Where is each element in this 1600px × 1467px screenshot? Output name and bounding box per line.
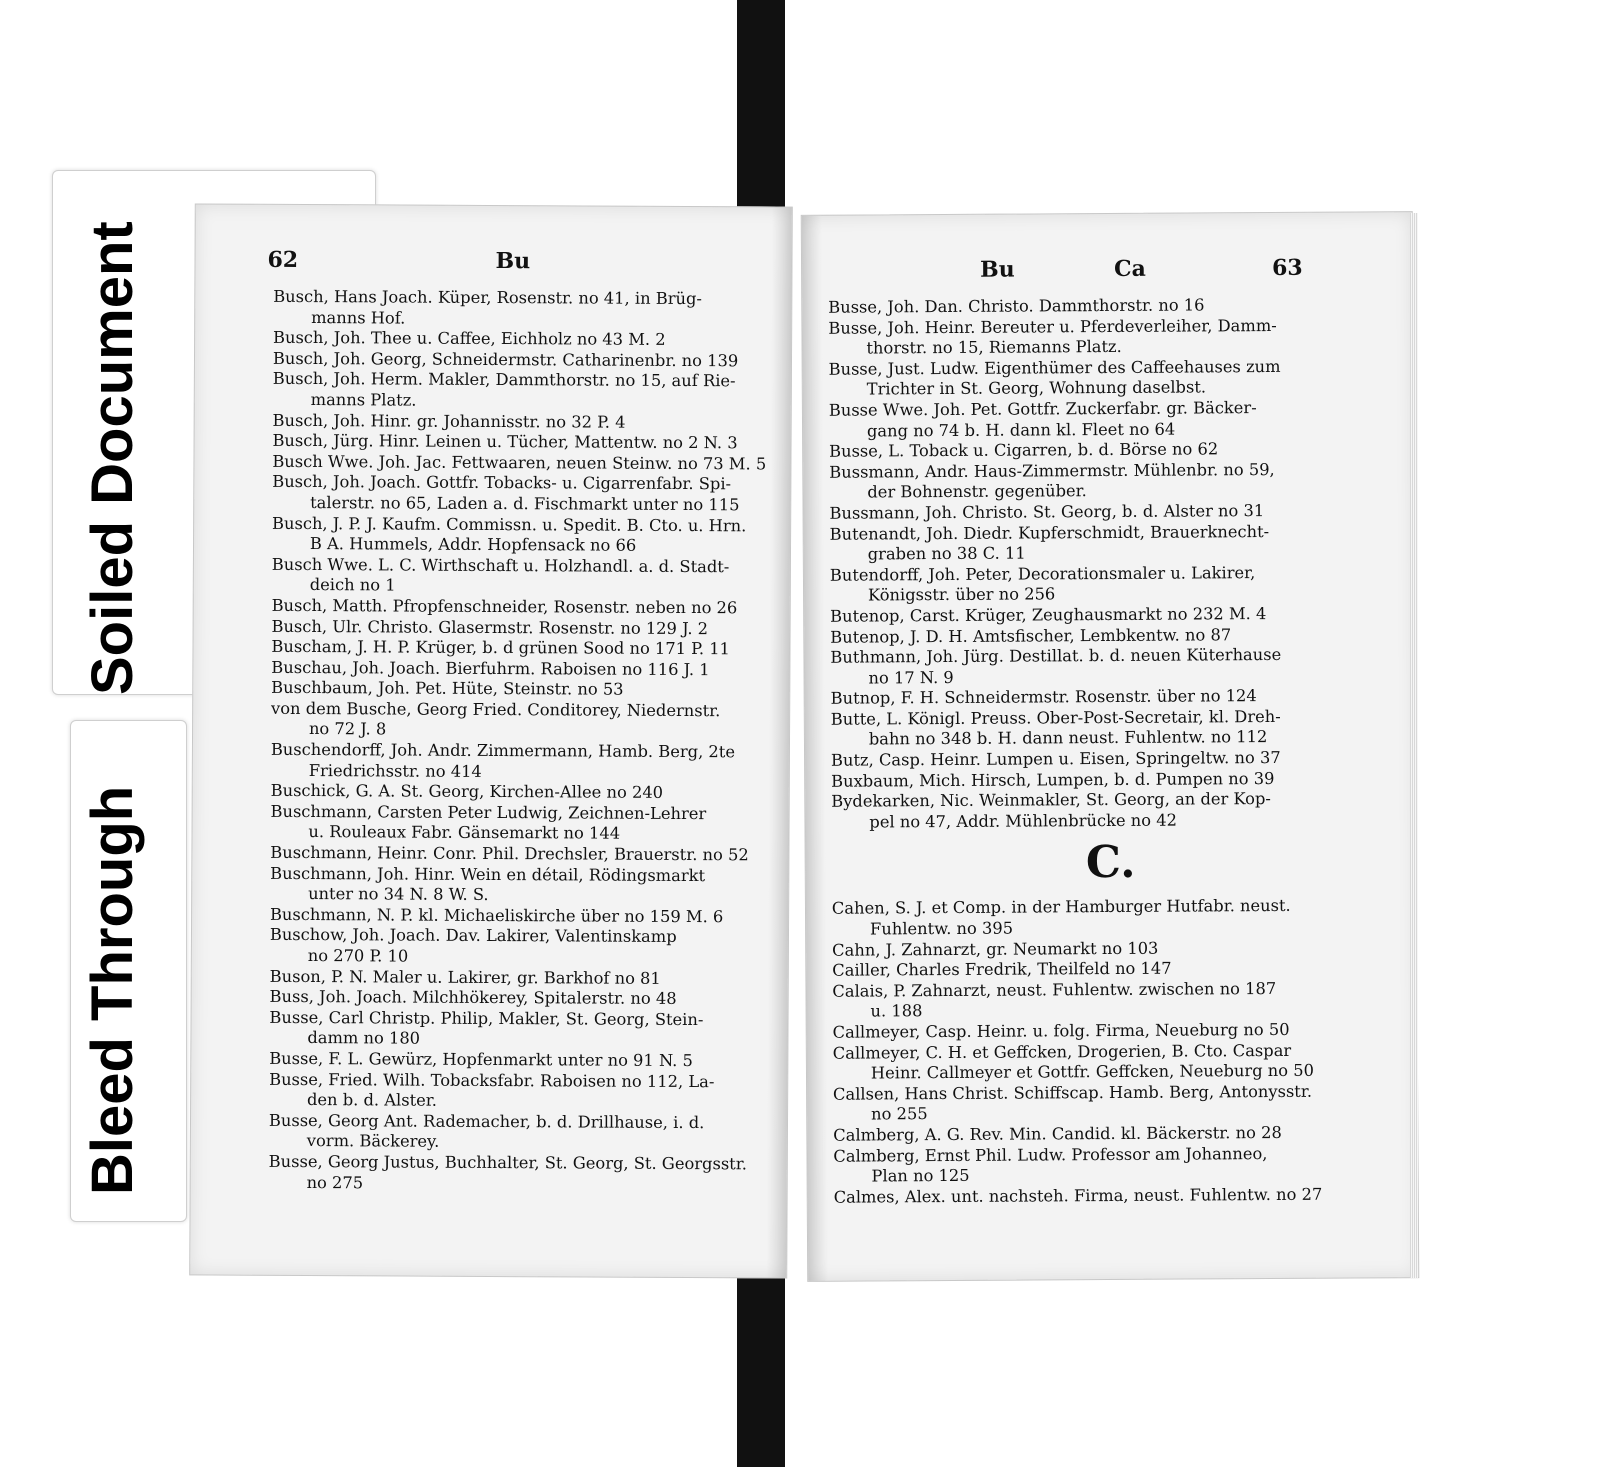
directory-entry (273, 431, 767, 454)
directory-entry (270, 905, 764, 928)
directory-entry (273, 369, 767, 413)
right-page-heading-ca: Ca (1114, 255, 1146, 282)
directory-entry (269, 1069, 763, 1113)
entry-line: Calmberg, Ernst Phil. Ludw. Professor am Johanneo, (833, 1143, 1268, 1166)
entry-line: Buschmann, Heinr. Conr. Phil. Drechsler, Brauerstr. no 52 (270, 842, 749, 865)
entry-line: Buschendorff, Joh. Andr. Zimmermann, Hamb. Berg, 2te (270, 739, 736, 762)
directory-entry (269, 1111, 763, 1155)
entry-line: Busch, Joh. Thee u. Caffee, Eichholz no 43 M. 2 (272, 328, 666, 350)
section-letter-c: C. (1085, 837, 1136, 889)
entry-line: Callsen, Hans Christ. Schiffscap. Hamb. Berg, Antonysstr. (832, 1081, 1313, 1104)
entry-line: Callmeyer, Casp. Heinr. u. folg. Firma, Neueburg no 50 (832, 1019, 1290, 1042)
directory-entry (269, 1049, 763, 1072)
entry-line: Busse, L. Toback u. Cigarren, b. d. Börse no 62 (829, 439, 1219, 461)
entry-line: Butte, L. Königl. Preuss. Ober-Post-Secretair, kl. Dreh- (830, 706, 1281, 729)
entry-continuation: no 255 (871, 1104, 928, 1124)
directory-entry (830, 644, 1388, 689)
entry-line: Buschow, Joh. Joach. Dav. Lakirer, Valentinskamp (269, 925, 677, 947)
directory-entry (271, 658, 765, 681)
entry-line: Busch, J. P. J. Kaufm. Commissn. u. Spedit. B. Cto. u. Hrn. (271, 513, 747, 535)
entry-line: Buschau, Joh. Joach. Bierfuhrm. Raboisen no 116 J. 1 (271, 657, 710, 679)
entry-continuation: no 17 N. 9 (868, 667, 954, 688)
left-entry-list (269, 287, 768, 1196)
entry-line: Bussmann, Joh. Christo. St. Georg, b. d. Alster no 31 (829, 500, 1265, 523)
directory-entry (832, 978, 1390, 1023)
entry-line: Buxbaum, Mich. Hirsch, Lumpen, b. d. Pumpen no 39 (831, 768, 1275, 791)
entry-continuation: der Bohnenstr. gegenüber. (867, 481, 1087, 502)
directory-entry (830, 521, 1388, 566)
entry-line: Butenop, J. D. H. Amtsfischer, Lembkentw. no 87 (830, 624, 1232, 647)
directory-entry (829, 397, 1387, 442)
entry-line: Bussmann, Andr. Haus-Zimmermstr. Mühlenbr. no 59, (829, 459, 1275, 482)
directory-entry (829, 459, 1387, 504)
directory-entry (830, 562, 1388, 607)
right-page-number: 63 (1272, 254, 1303, 282)
entry-line: von dem Busche, Georg Fried. Conditorey, Niedernstr. (271, 698, 721, 721)
right-page (801, 211, 1420, 1282)
directory-entry (269, 1152, 763, 1196)
entry-line: Busch, Hans Joach. Küper, Rosenstr. no 41, in Brüg- (273, 286, 702, 309)
entry-line: Busch Wwe. Joh. Jac. Fettwaaren, neuen Steinw. no 73 M. 5 (272, 451, 767, 474)
entry-continuation: graben no 38 C. 11 (867, 543, 1026, 564)
directory-entry (271, 637, 765, 660)
directory-entry (833, 1143, 1391, 1188)
entry-line: Busse, Fried. Wilh. Tobacksfabr. Raboisen no 112, La- (269, 1069, 715, 1091)
entry-line: Buschmann, Carsten Peter Ludwig, Zeichnen-Lehrer (270, 801, 707, 823)
entry-line: Busch, Joh. Georg, Schneidermstr. Catharinenbr. no 139 (272, 348, 739, 371)
directory-entry (270, 802, 764, 846)
directory-entry (832, 896, 1390, 941)
entry-continuation: deich no 1 (309, 575, 396, 595)
entry-line: Calais, P. Zahnarzt, neust. Fuhlentw. zwischen no 187 (832, 978, 1277, 1001)
entry-line: Busse, Just. Ludw. Eigenthümer des Caffeehauses zum (828, 356, 1281, 379)
entry-continuation: no 275 (306, 1172, 364, 1192)
entry-continuation: thorstr. no 15, Riemanns Platz. (866, 337, 1122, 358)
directory-entry (273, 328, 767, 351)
directory-entry (270, 843, 764, 866)
entry-continuation: Königsstr. über no 256 (867, 584, 1056, 605)
left-page-number: 62 (267, 246, 299, 273)
directory-entry (273, 349, 767, 372)
left-page (189, 203, 793, 1278)
entry-continuation: B A. Hummels, Addr. Hopfensack no 66 (309, 534, 637, 555)
left-page-header (267, 246, 761, 290)
entry-line: Butnop, F. H. Schneidermstr. Rosenstr. über no 124 (830, 686, 1257, 708)
directory-entry (273, 410, 767, 433)
entry-line: Buscham, J. H. P. Krüger, b. d grünen Sood no 171 P. 11 (271, 636, 730, 659)
entry-continuation: Plan no 125 (871, 1166, 970, 1186)
entry-line: Butz, Casp. Heinr. Lumpen u. Eisen, Springeltw. no 37 (830, 748, 1281, 770)
entry-line: Cahn, J. Zahnarzt, gr. Neumarkt no 103 (832, 938, 1159, 960)
entry-line: Busch, Ulr. Christo. Glasermstr. Rosenstr. no 129 J. 2 (271, 616, 709, 638)
entry-line: Busse, Joh. Dan. Christo. Dammthorstr. no 16 (828, 295, 1205, 317)
entry-continuation: bahn no 348 b. H. dann neust. Fuhlentw. no 112 (868, 727, 1268, 749)
directory-entry (272, 452, 766, 475)
directory-entry (270, 966, 764, 989)
entry-line: Buson, P. N. Maler u. Lakirer, gr. Barkhof no 81 (269, 966, 661, 988)
entry-line: Busse, Georg Ant. Rademacher, b. d. Drillhause, i. d. (268, 1110, 705, 1132)
directory-entry (831, 706, 1389, 751)
directory-entry (270, 925, 764, 969)
directory-entry (271, 699, 765, 743)
entry-line: Busch, Matth. Pfropfenschneider, Rosenstr. neben no 26 (271, 595, 738, 618)
entry-line: Busch, Joh. Joach. Gottfr. Tobacks- u. Cigarrenfabr. Spi- (272, 472, 732, 494)
directory-entry (833, 1081, 1391, 1126)
entry-line: Cahen, S. J. et Comp. in der Hamburger Hutfabr. neust. (831, 896, 1291, 919)
directory-entry (272, 616, 766, 639)
entry-continuation: pel no 47, Addr. Mühlenbrücke no 42 (869, 810, 1177, 832)
entry-continuation: Heinr. Callmeyer et Gottfr. Geffcken, Neueburg no 50 (870, 1060, 1315, 1083)
entry-line: Buschick, G. A. St. Georg, Kirchen-Allee no 240 (270, 781, 664, 803)
entry-continuation: den b. d. Alster. (306, 1090, 438, 1110)
entry-line: Busch, Jürg. Hinr. Leinen u. Tücher, Mattentw. no 2 N. 3 (272, 431, 738, 453)
entry-line: Buschmann, N. P. kl. Michaeliskirche über no 159 M. 6 (269, 904, 724, 927)
entry-line: Buthmann, Joh. Jürg. Destillat. b. d. neuen Küterhause (830, 645, 1282, 667)
directory-entry (272, 513, 766, 557)
entry-continuation: manns Platz. (310, 390, 417, 410)
entry-continuation: u. 188 (870, 1001, 923, 1021)
entry-continuation: no 72 J. 8 (308, 719, 387, 739)
directory-entry (829, 356, 1387, 401)
right-page-header (882, 254, 1382, 297)
left-page-heading: Bu (495, 248, 531, 275)
right-entry-list-bu (828, 294, 1389, 833)
directory-entry (272, 596, 766, 619)
page-edge (1410, 213, 1418, 1278)
entry-continuation: damm no 180 (307, 1028, 421, 1049)
right-page-heading-bu: Bu (980, 256, 1015, 283)
entry-line: Busse Wwe. Joh. Pet. Gottfr. Zuckerfabr. gr. Bäcker- (828, 398, 1257, 420)
entry-line: Buschbaum, Joh. Pet. Hüte, Steinstr. no 53 (271, 678, 624, 699)
directory-entry (831, 789, 1389, 834)
entry-line: Butenop, Carst. Krüger, Zeughausmarkt no 232 M. 4 (830, 603, 1267, 626)
entry-line: Callmeyer, C. H. et Geffcken, Drogerien, B. Cto. Caspar (832, 1040, 1292, 1063)
entry-continuation: vorm. Bäckerey. (306, 1131, 440, 1152)
directory-entry (834, 1184, 1392, 1208)
entry-line: Busse, Carl Christp. Philip, Makler, St. Georg, Stein- (269, 1007, 704, 1029)
entry-continuation: Fuhlentw. no 395 (869, 918, 1014, 939)
directory-entry (271, 781, 765, 804)
entry-line: Butendorff, Joh. Peter, Decorationsmaler u. Lakirer, (829, 562, 1256, 585)
entry-continuation: u. Rouleaux Fabr. Gänsemarkt no 144 (308, 822, 621, 844)
right-entry-list-ca (832, 896, 1392, 1208)
directory-entry (270, 987, 764, 1010)
directory-entry (269, 1008, 763, 1052)
entry-continuation: manns Hof. (311, 307, 406, 328)
entry-continuation: Friedrichsstr. no 414 (308, 760, 482, 781)
entry-line: Bydekarken, Nic. Weinmakler, St. Georg, an der Kop- (831, 789, 1271, 811)
entry-line: Buss, Joh. Joach. Milchhökerey, Spitalerstr. no 48 (269, 987, 677, 1009)
directory-entry (273, 287, 767, 331)
entry-line: Calmes, Alex. unt. nachsteh. Firma, neust. Fuhlentw. no 27 (833, 1184, 1323, 1207)
directory-entry (833, 1040, 1391, 1085)
entry-continuation: Trichter in St. Georg, Wohnung daselbst. (866, 377, 1207, 399)
directory-entry (828, 315, 1386, 360)
entry-line: Calmberg, A. G. Rev. Min. Candid. kl. Bäckerstr. no 28 (833, 1122, 1282, 1145)
entry-line: Busse, Joh. Heinr. Bereuter u. Pferdeverleiher, Damm- (828, 315, 1277, 338)
entry-line: Busch, Joh. Herm. Makler, Dammthorstr. no 15, auf Rie- (272, 369, 736, 391)
directory-entry (271, 678, 765, 701)
directory-entry (272, 555, 766, 599)
entry-line: Busch, Joh. Hinr. gr. Johannisstr. no 32 P. 4 (272, 410, 626, 432)
directory-entry (272, 472, 766, 516)
entry-line: Busse, F. L. Gewürz, Hopfenmarkt unter no 91 N. 5 (269, 1048, 693, 1071)
entry-line: Butenandt, Joh. Diedr. Kupferschmidt, Brauerknecht- (829, 521, 1270, 544)
entry-line: Busch Wwe. L. C. Wirthschaft u. Holzhandl. a. d. Stadt- (271, 554, 730, 576)
entry-continuation: talerstr. no 65, Laden a. d. Fischmarkt unter no 115 (310, 492, 740, 515)
entry-line: Busse, Georg Justus, Buchhalter, St. Georg, St. Georgsstr. (268, 1151, 747, 1174)
directory-entry (270, 863, 764, 907)
directory-entry (271, 740, 765, 784)
entry-continuation: gang no 74 b. H. dann kl. Fleet no 64 (866, 419, 1176, 441)
entry-continuation: no 270 P. 10 (307, 946, 409, 966)
entry-line: Buschmann, Joh. Hinr. Wein en détail, Rödingsmarkt (270, 863, 706, 885)
entry-line: Cailler, Charles Fredrik, Theilfeld no 147 (832, 958, 1172, 980)
entry-continuation: unter no 34 N. 8 W. S. (308, 884, 489, 905)
